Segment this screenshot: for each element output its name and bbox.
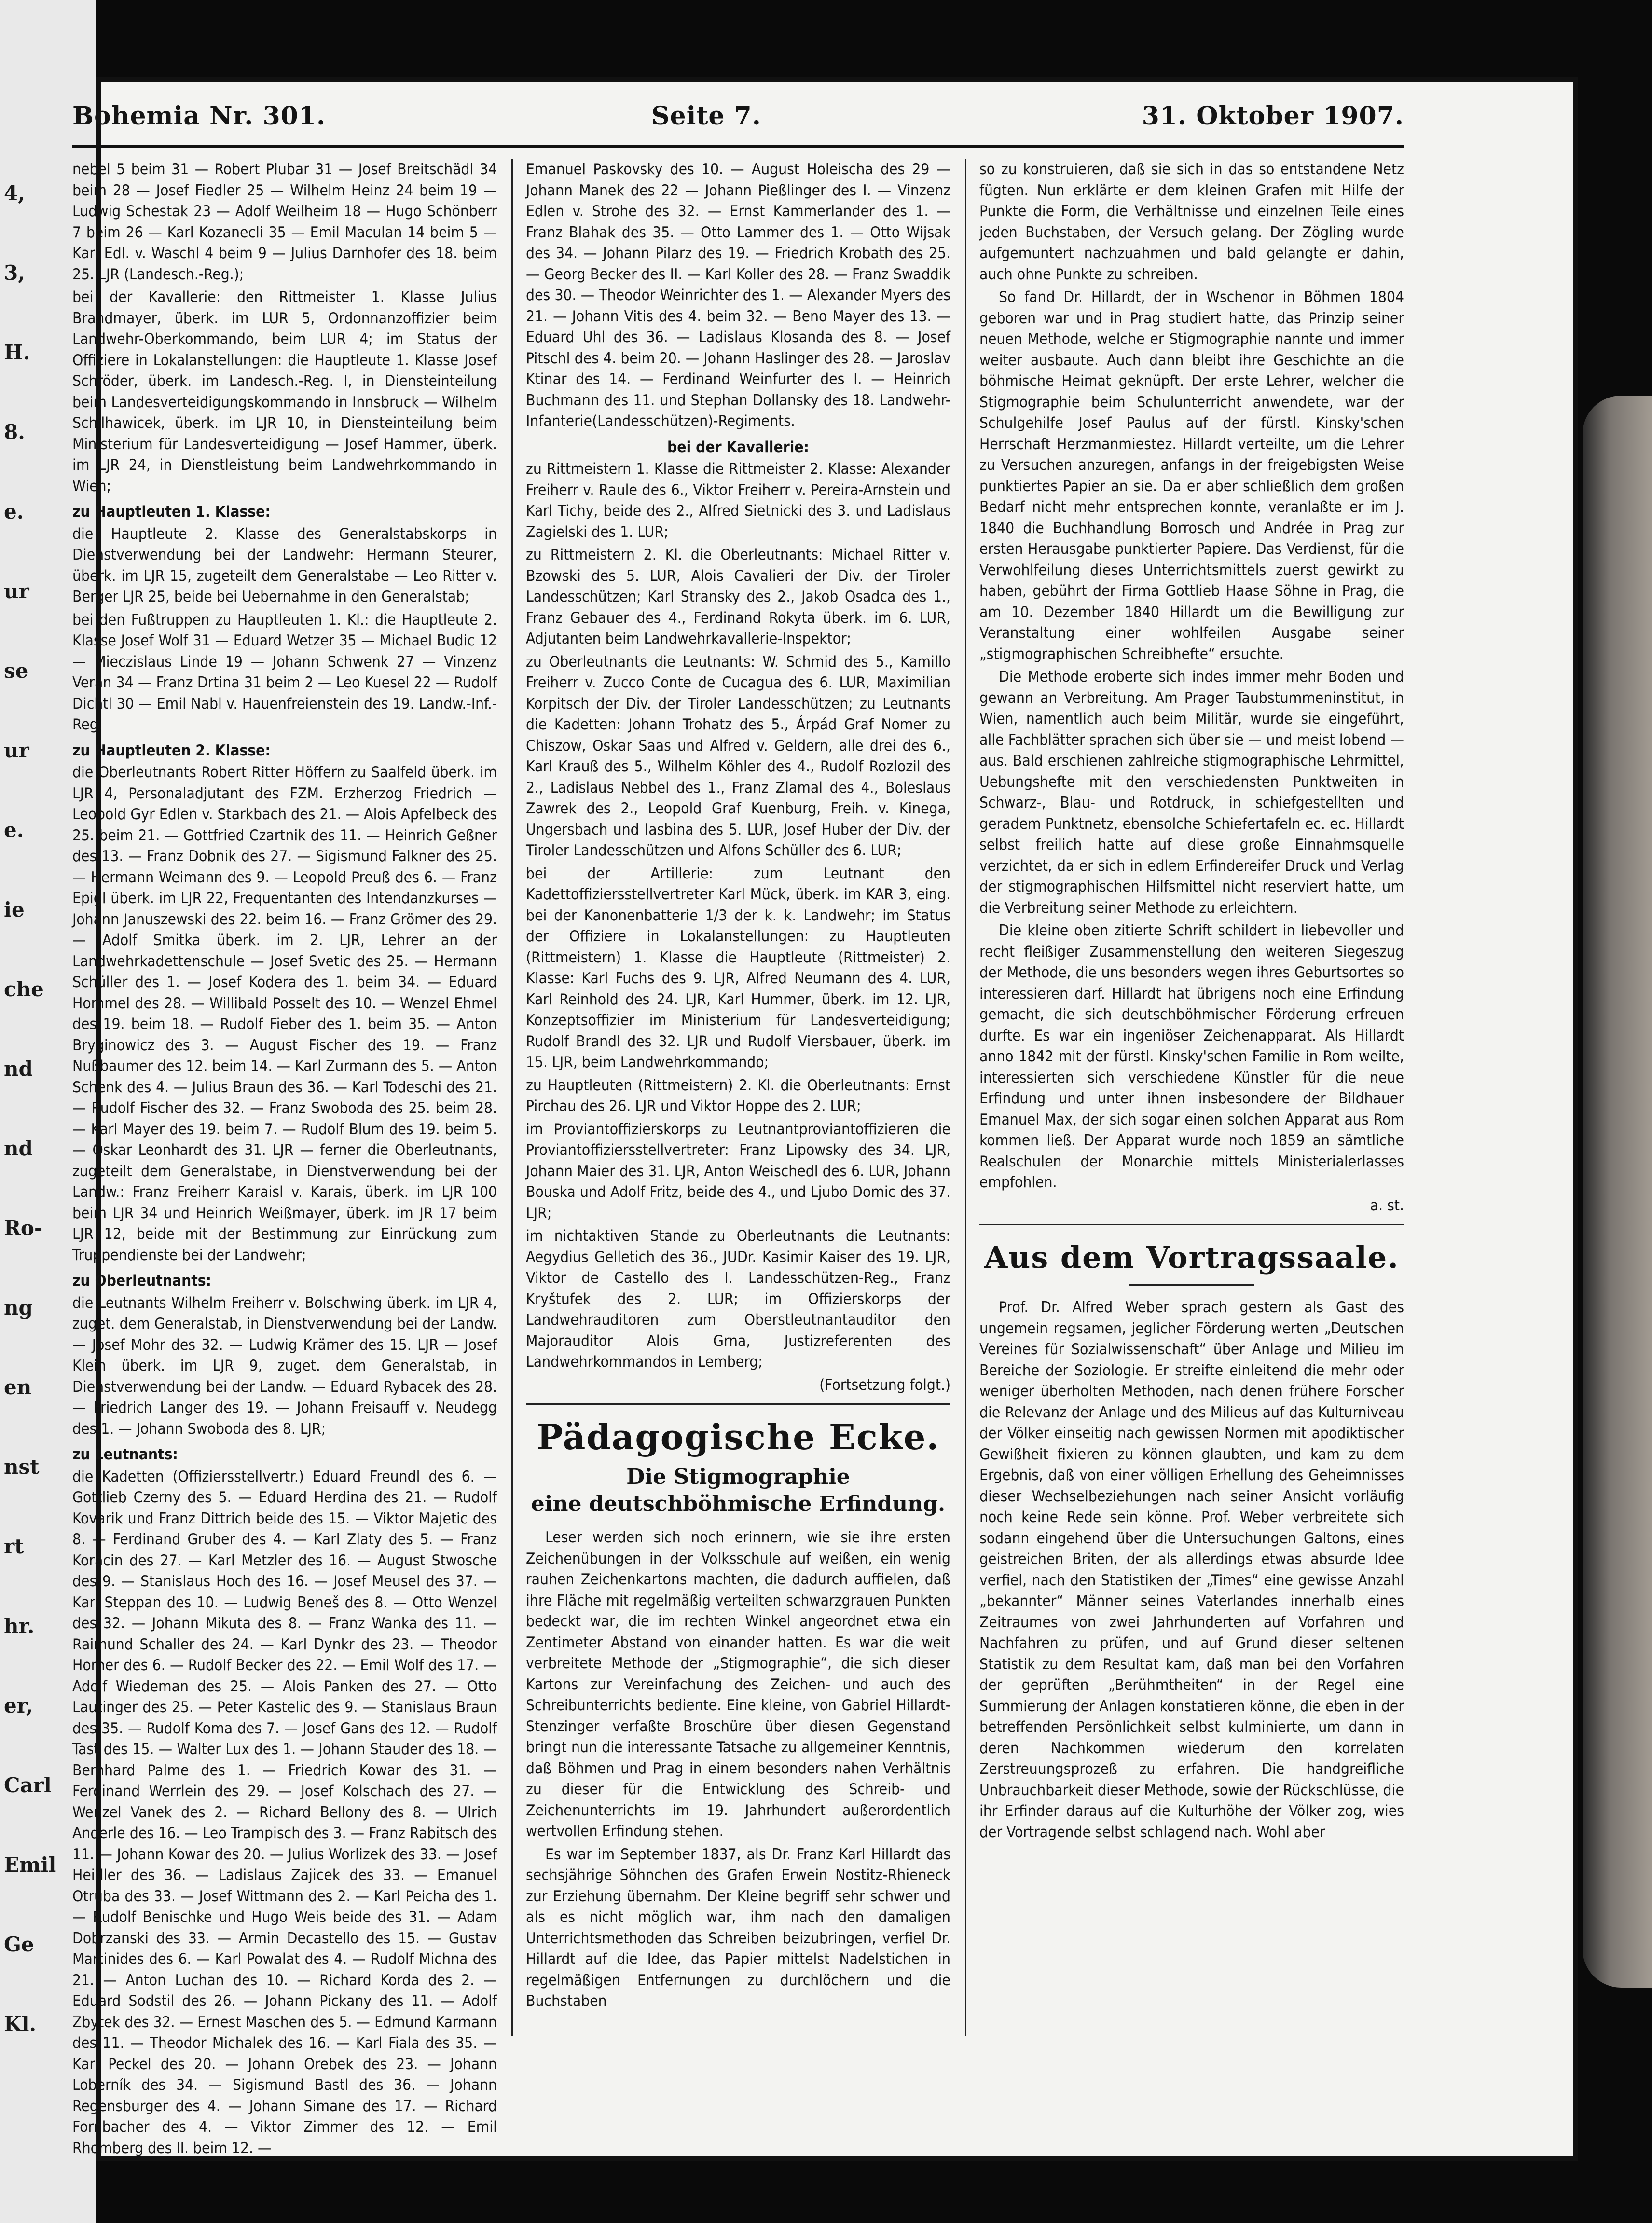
margin-fragment: e. bbox=[4, 818, 24, 842]
margin-fragment: er, bbox=[4, 1694, 33, 1717]
margin-fragment: hr. bbox=[4, 1614, 35, 1638]
header-rule bbox=[72, 145, 1404, 148]
paragraph: zu Oberleutnants die Leutnants: W. Schmid des 5., Kamillo Freiherr v. Zucco Conte de Cucagua des 6. LUR, Maximilian Korpitsch der Div. der Tiroler Landesschützen; zu Leutnants die Kadetten: Johann Trohatz des 5., Árpád Graf Nomer zu Chiszow, Oskar Saas und Alfred v. Geldern, alle drei des 6., Karl Krauß des 5., Wilhelm Köhler des 4., Rudolf Rozlozil des 2., Ladislaus Nebbel des 1., Franz Zlamal des 4., Boleslaus Zawrek des 2., Leopold Graf Kuenburg, Freih. v. Kinega, Ungersbach und Iasbina des 5. LUR, Josef Huber der Div. der Tiroler Landesschützen und Alfons Schüller des 6. LUR; bbox=[526, 653, 950, 859]
margin-fragment: Kl. bbox=[4, 2012, 37, 2036]
column-right bbox=[979, 159, 1404, 2041]
margin-fragment: 4, bbox=[4, 181, 25, 205]
continuation-note: (Fortsetzung folgt.) bbox=[819, 1376, 950, 1394]
margin-fragment: 3, bbox=[4, 261, 25, 285]
margin-fragment: Carl bbox=[4, 1773, 52, 1797]
column-middle bbox=[526, 159, 950, 2041]
paragraph: so zu konstruieren, daß sie sich in das so entstandene Netz fügten. Nun erklärte er dem kleinen Grafen mit Hilfe der Punkte die Form, die Verhältnisse und einzelnen Teile eines jeden Buchstaben, der Versuch gelang. Der Zögling wurde aufgemuntert nachzuahmen und bald gelangte er dahin, auch ohne Punkte zu schreiben. bbox=[979, 161, 1404, 283]
margin-fragment: nd bbox=[4, 1137, 33, 1160]
margin-fragment: 8. bbox=[4, 420, 25, 444]
paragraph: bei den Fußtruppen zu Hauptleuten 1. Kl.: die Hauptleute 2. Klasse Josef Wolf 31 — Eduard Wetzer 35 — Michael Budic 12 — Mieczislaus Linde 19 — Johann Schwenk 27 — Vinzenz Veran 34 — Franz Drtina 31 beim 2 — Leo Kuesel 22 — Rudolf Dichtl 30 — Emil Nabl v. Hauenfreienstein des 19. Landw.-Inf.-Reg. bbox=[72, 611, 497, 733]
subheading: zu Oberleutnants: bbox=[72, 1272, 212, 1290]
margin-fragment: Emil bbox=[4, 1853, 56, 1877]
section-title: Pädagogische Ecke. bbox=[537, 1416, 940, 1457]
margin-fragment: en bbox=[4, 1375, 32, 1399]
margin-fragment: Ro- bbox=[4, 1216, 43, 1240]
article-title-line: Die Stigmographie bbox=[626, 1465, 850, 1489]
article-paragraph: Prof. Dr. Alfred Weber sprach gestern als Gast des ungemein regsamen, jeglicher Förderung werten „Deutschen Vereines für Sozialwissenschaft“ über Anlage und Milieu im Bereiche der Soziologie. Er streifte einleitend die mehr oder weniger überholten Methoden, nach denen frühere Forscher die Relevanz der Anlage und des Milieus auf das Kulturniveau der Völker einseitig nach gewissen Normen mit apodiktischer Gewißheit fixieren zu können glaubten, und kam zu dem Ergebnis, daß von einer völligen Erhellung des Geheimnisses dieser Wechselbeziehungen nach seiner Ansicht vorläufig noch keine Rede sein könne. Prof. Weber verbreitete sich sodann eingehend über die Untersuchungen Galtons, eines geistreichen Briten, der als allerdings etwas absurde Idee verfiel, nach den Statistiken der „Times“ eine gewisse Anzahl „bekannter“ Männer seines Vaterlandes innerhalb eines Zeitraumes von zwei Jahrhunderten auf Vorfahren und Nachfahren zu prüfen, und auf Grund dieser seltenen Statistik zu dem Resultat kam, daß man bei den Vorfahren der geprüften „Berühmtheiten“ in der Regel eine Summierung der Anlagen konstatieren könne, die eben in der betreffenden Persönlichkeit selbst kulminierte, um dann in deren Nachkommen wiederum den korrelaten Zerstreuungsprozeß zu erfahren. Die handgreifliche Unbrauchbarkeit dieser Methode, sowie der Rückschlüsse, die ihr Erfinder daraus auf die Kulturhöhe der Völker zog, wies der Vortragende selbst schlagend nach. Wohl aber bbox=[979, 1299, 1404, 1841]
margin-fragment: ie bbox=[4, 898, 25, 921]
article-title-line: eine deutschböhmische Erfindung. bbox=[531, 1492, 946, 1516]
article-paragraph: Es war im September 1837, als Dr. Franz Karl Hillardt das sechsjährige Söhnchen des Grafen Erwein Nostitz-Rhieneck zur Erziehung übernahm. Der Kleine begriff sehr schwer und als es nicht möglich war, ihm nach den damaligen Unterrichtsmethoden das Schreiben beizubringen, verfiel Dr. Hillardt auf die Idee, das Papier mittelst Nadelstichen in regelmäßigen Entfernungen zu durchlöchern und die Buchstaben bbox=[526, 1845, 950, 2010]
paragraph: Emanuel Paskovsky des 10. — August Holeischa des 29 — Johann Manek des 22 — Johann Pießlinger des I. — Vinzenz Edlen v. Strohe des 32. — Ernst Kammerlander des 1. — Franz Blahak des 35. — Otto Lammer des 1. — Otto Wijsak des 34. — Johann Pilarz des 19. — Friedrich Krobath des 25. — Georg Becker des II. — Karl Koller des 28. — Franz Swaddik des 30. — Theodor Weinrichter des 1. — Alexander Myers des 21. — Johann Vitis des 4. beim 32. — Beno Mayer des 13. — Eduard Uhl des 36. — Ladislaus Klosanda des 8. — Josef Pitschl des 4. beim 20. — Johann Haslinger des 28. — Jaroslav Ktinar des 14. — Ferdinand Weinfurter des I. — Heinrich Buchmann des 11. und Stephan Dollansky des 18. Landwehr-Infanterie(Landesschützen)-Regiments. bbox=[526, 161, 950, 430]
column-rule bbox=[965, 159, 966, 2036]
margin-fragment: ur bbox=[4, 579, 29, 603]
section-title: Aus dem Vortragssaale. bbox=[984, 1240, 1399, 1275]
header-page-number: Seite 7. bbox=[651, 101, 761, 131]
margin-fragment: ng bbox=[4, 1296, 33, 1319]
subheading: zu Leutnants: bbox=[72, 1446, 178, 1463]
margin-fragment: H. bbox=[4, 341, 30, 364]
paragraph: zu Rittmeistern 1. Klasse die Rittmeister 2. Klasse: Alexander Freiherr v. Raule des 6., Viktor Freiherr v. Pereira-Arnstein und Karl Tichy, beide des 2., Alfred Sietnicki des 3. und Ladislaus Zagielski des 1. LUR; bbox=[526, 460, 950, 541]
page-header bbox=[72, 101, 1404, 145]
paragraph: im Proviantoffizierskorps zu Leutnantproviantoffizieren die Proviantoffiziersstellvertreter: Franz Lipowsky des 34. LJR, Johann Maier des 31. LJR, Anton Weischedl des 6. LUR, Johann Bouska und Adolf Fritz, beide des 4., und Ljubo Domic des 37. LJR; bbox=[526, 1120, 950, 1222]
subheading: bei der Kavallerie: bbox=[667, 438, 809, 456]
paragraph: die Leutnants Wilhelm Freiherr v. Bolschwing überk. im LJR 4, zuget. dem Generalstab, in Dienstverwendung bei der Landw. — Josef Mohr des 32. — Ludwig Krämer des 15. LJR — Josef Klein überk. im LJR 9, zuget. dem Generalstab, in Dienstverwendung bei der Landw. — Eduard Rybacek des 28. — Friedrich Langer des 19. — Johann Freisauff v. Neudegg des 1. — Johann Swoboda des 8. LJR; bbox=[72, 1294, 497, 1438]
margin-fragment: e. bbox=[4, 500, 24, 523]
paragraph: So fand Dr. Hillardt, der in Wschenor in Böhmen 1804 geboren war und in Prag studiert hatte, das Prinzip seiner neuen Methode, welche er Stigmographie nannte und immer weiter ausbaute. Auch dann bleibt ihre Geschichte an die böhmische Heimat geknüpft. Der erste Lehrer, welcher die Stigmographie beim Schulunterricht anwendete, war der Schulgehilfe Josef Paulus auf der fürstl. Kinsky'schen Herrschaft Herzmanmiestez. Hillardt verteilte, um die Lehrer zu Versuchen anzuregen, anfangs in der freigebigsten Weise punktiertes Papier an sie. Da er aber schließlich dem großen Bedarf nicht mehr entsprechen konnte, veranlaßte er im J. 1840 die Buchhandlung Borrosch und Andrée in Prag zur ersten Herausgabe punktierter Papiere. Das Verdienst, für die Verwohlfeilung dieses Unterrichtsmittels zuerst gewirkt zu haben, gebührt der Firma Gottlieb Haase Söhne in Prag, die am 10. Dezember 1840 Hillardt um die Bewilligung zur Veranstaltung einer wohlfeilen Ausgabe seiner „stigmographischen Schreibhefte“ ersuchte. bbox=[979, 288, 1404, 663]
paragraph: Die Methode eroberte sich indes immer mehr Boden und gewann an Verbreitung. Am Prager Taubstummeninstitut, in Wien, namentlich auch beim Militär, wurde sie eingeführt, alle Fachblätter sprachen sich über sie — und meist lobend — aus. Bald erschienen zahlreiche stigmographische Lehrmittel, Uebungshefte mit den verschiedensten Punktweiten in Schwarz-, Blau- und Rotdruck, in schiefgestellten und geradem Punktnetz, ebensolche Schiefertafeln ec. ec. Hillardt selbst freilich hatte auf diese große Einnahmsquelle verzichtet, da er sich in edlem Erfindereifer Druck und Verlag der stigmographischen Hilfsmittel nicht reserviert hatte, um die Verbreitung seiner Methode zu erleichtern. bbox=[979, 668, 1404, 917]
author-initials: a. st. bbox=[1370, 1196, 1404, 1214]
paragraph: zu Rittmeistern 2. Kl. die Oberleutnants: Michael Ritter v. Bzowski des 5. LUR, Alois Cavalieri der Div. der Tiroler Landesschützen; Karl Stransky des 2., Jakob Osadca des 1., Franz Gebauer des 4., Ferdinand Rokyta überk. im 6. LUR, Adjutanten beim Landwehrkavallerie-Inspektor; bbox=[526, 546, 950, 647]
subheading: zu Hauptleuten 1. Klasse: bbox=[72, 503, 271, 521]
paragraph: nebel 5 beim 31 — Robert Plubar 31 — Josef Breitschädl 34 beim 28 — Josef Fiedler 25 — Wilhelm Heinz 24 beim 19 — Ludwig Schestak 23 — Adolf Weilheim 18 — Hugo Schönberr 7 beim 26 — Karl Kozanecli 35 — Emil Maculan 14 beim 5 — Karl Edl. v. Waschl 4 beim 9 — Julius Darnhofer des 18. beim 25. LJR (Landesch.-Reg.); bbox=[72, 161, 497, 283]
paragraph: Die kleine oben zitierte Schrift schildert in liebevoller und recht fleißiger Zusammenstellung den weiteren Siegeszug der Methode, die uns besonders wegen ihres Geburtsortes so interessieren darf. Hillardt hat übrigens noch eine Erfindung gemacht, die sich deutschböhmischer Förderung erfreuen durfte. Es war ein ingeniöser Zeichenapparat. Als Hillardt anno 1842 mit der fürstl. Kinsky'schen Familie in Rom weilte, interessierten sich verschiedene Künstler für die neue Erfindung und unter ihnen insbesondere der Bildhauer Emanuel Max, der sich sogar einen solchen Apparat aus Rom kommen ließ. Der Apparat wurde noch 1859 an sämtliche Realschulen der Monarchie mittels Ministerialerlasses empfohlen. bbox=[979, 922, 1404, 1191]
binding-shadow bbox=[1583, 396, 1652, 1988]
margin-fragment: rt bbox=[4, 1535, 24, 1558]
paragraph: im nichtaktiven Stande zu Oberleutnants die Leutnants: Aegydius Gelletich des 36., JUDr. Kasimir Kaiser des 19. LJR, Viktor de Castello des I. Landesschützen-Reg., Franz Kryštufek des 2. LUR; im Offizierskorps der Landwehrauditoren zum Oberstleutnantauditor den Majorauditor Alois Grna, Justizreferenten des Landwehrkommandos in Lemberg; bbox=[526, 1227, 950, 1371]
margin-fragment: nst bbox=[4, 1455, 40, 1479]
title-underline bbox=[1129, 1284, 1254, 1286]
margin-fragment: Ge bbox=[4, 1933, 34, 1956]
margin-fragment: se bbox=[4, 659, 28, 683]
header-date: 31. Oktober 1907. bbox=[1142, 101, 1404, 131]
margin-fragment: ur bbox=[4, 739, 29, 762]
subheading: zu Hauptleuten 2. Klasse: bbox=[72, 741, 271, 759]
article-title bbox=[526, 1464, 950, 1518]
column-left bbox=[72, 159, 497, 2157]
paragraph: die Oberleutnants Robert Ritter Höffern zu Saalfeld überk. im LJR 4, Personaladjutant des FZM. Erzherzog Friedrich — Leopold Gyr Edlen v. Starkbach des 21. — Alois Apfelbeck des 25. beim 21. — Gottfried Czartnik des 11. — Heinrich Geßner des 13. — Franz Dobnik des 27. — Sigismund Falkner des 25. — Hermann Weimann des 9. — Leopold Preuß des 6. — Franz Epigl überk. im LJR 22, Frequentanten des Intendanzkurses — Johann Januszewski des 22. beim 16. — Franz Grömer des 29. — Adolf Smitka überk. im 2. LJR, Lehrer an der Landwehrkadettenschule — Josef Svetic des 25. — Hermann Schüller des 1. — Josef Kodera des 1. beim 34. — Eduard Hommel des 28. — Willibald Posselt des 10. — Wenzel Ehmel des 19. beim 18. — Rudolf Fieber des 1. beim 35. — Anton Bryginowicz des 3. — August Fischer des 19. — Franz Nußbaumer des 12. beim 14. — Karl Zurmann des 5. — Anton Schenk des 4. — Julius Braun des 36. — Karl Todeschi des 21. — Rudolf Fischer des 32. — Franz Swoboda des 25. beim 28. — Karl Mayer des 19. beim 7. — Rudolf Blum des 19. beim 5. — Oskar Leonhardt des 31. LJR — ferner die Oberleutnants, zugeteilt dem Generalstabe, in Dienstverwendung bei der Landw.: Franz Freiherr Karaisl v. Karais, überk. im LJR 100 beim LJR 34 und Heinrich Weißmayer, überk. im JR 17 beim LJR 12, beide mit der Bestimmung zur Einrückung zum Truppendienste bei der Landwehr; bbox=[72, 764, 497, 1264]
article-paragraph: Leser werden sich noch erinnern, wie sie ihre ersten Zeichenübungen in der Volksschule auf weißen, ein wenig rauhen Zeichenkartons machten, die dadurch auffielen, daß ihre Fläche mit regelmäßig verteilten schwarzgrauen Punkten bedeckt war, die im rechten Winkel angeordnet etwa ein Zentimeter Abstand von einander hatten. Es war die weit verbreitete Methode der „Stigmographie“, die sich dieser Kartons zur Vereinfachung des Zeichen- und auch des Schreibunterrichts bediente. Eine kleine, von Gabriel Hillardt-Stenzinger verfaßte Broschüre über diesen Gegenstand bringt nun die interessante Tatsache zu allgemeiner Kenntnis, daß Böhmen und Prag in einem besonders nahen Verhältnis zu dieser für die Entwicklung des Schreib- und Zeichenunterrichts im 19. Jahrhundert außerordentlich wertvollen Erfindung stehen. bbox=[526, 1529, 950, 1840]
section-rule bbox=[526, 1403, 950, 1405]
header-masthead: Bohemia Nr. 301. bbox=[72, 101, 326, 131]
paragraph: zu Hauptleuten (Rittmeistern) 2. Kl. die Oberleutnants: Ernst Pirchau des 26. LJR und Viktor Hoppe des 2. LUR; bbox=[526, 1076, 950, 1115]
paragraph: bei der Artillerie: zum Leutnant den Kadettoffiziersstellvertreter Karl Mück, überk. im KAR 3, eing. bei der Kanonenbatterie 1/3 der k. k. Landwehr; im Status der Offiziere in Lokalanstellungen: zu Hauptleuten (Rittmeistern) 1. Klasse die Hauptleute (Rittmeister) 2. Klasse: Karl Fuchs des 9. LJR, Alfred Neumann des 4. LUR, Karl Reinhold des 24. LJR, Karl Hummer, überk. im 12. LJR, Konzeptsoffizier im Ministerium für Landesverteidigung; Rudolf Brandl des 32. LJR und Rudolf Viersbauer, überk. im 15. LJR, beim Landwehrkommando; bbox=[526, 864, 950, 1071]
paragraph: die Kadetten (Offiziersstellvertr.) Eduard Freundl des 6. — Gottlieb Czerny des 5. — Eduard Herdina des 21. — Rudolf Kovarik und Franz Dittrich beide des 15. — Viktor Majetic des 8. — Ferdinand Gruber des 4. — Karl Zlaty des 5. — Franz Koracin des 27. — Karl Metzler des 16. — August Stwosche des 9. — Stanislaus Hoch des 16. — Josef Meusel des 37. — Karl Steppan des 10. — Ludwig Beneš des 8. — Otto Wenzel des 32. — Johann Mikuta des 8. — Franz Wanka des 11. — Raimund Schaller des 24. — Karl Dynkr des 23. — Theodor Horner des 6. — Rudolf Becker des 22. — Emil Wolf des 17. — Adolf Wiedeman des 25. — Alois Panken des 27. — Otto Lautinger des 25. — Peter Kastelic des 9. — Stanislaus Braun des 35. — Rudolf Koma des 7. — Josef Gans des 12. — Rudolf Tast des 15. — Walter Lux des 1. — Johann Stauder des 18. — Bernhard Palme des 1. — Friedrich Kowar des 31. — Ferdinand Werrlein des 29. — Josef Kolschach des 27. — Wenzel Vanek des 2. — Richard Bellony des 8. — Ulrich Anderle des 16. — Leo Trampisch des 3. — Franz Rabitsch des 11. — Johann Kowar des 20. — Julius Worlizek des 33. — Josef Heidler des 36. — Ladislaus Zajicek des 33. — Emanuel Otruba des 33. — Josef Wittmann des 2. — Karl Peicha des 1. — Rudolf Benischke und Hugo Weis beide des 31. — Adam Dobrzanski des 33. — Armin Decastello des 15. — Gustav Martinides des 6. — Karl Powalat des 4. — Rudolf Michna des 21. — Anton Luchan des 10. — Richard Korda des 2. — Eduard Sodstil des 26. — Johann Pickany des 11. — Adolf Zbytek des 32. — Ernest Maschen des 5. — Edmund Karmann des 11. — Theodor Michalek des 16. — Karl Fiala des 35. — Karl Peckel des 20. — Johann Orebek des 23. — Johann Loberník des 34. — Sigismund Bastl des 36. — Johann Regensburger des 4. — Johann Simane des 17. — Richard Fornbacher des 4. — Viktor Zimmer des 12. — Emil Rhomberg des II. beim 12. — bbox=[72, 1468, 497, 2157]
margin-fragment: nd bbox=[4, 1057, 33, 1081]
section-rule bbox=[979, 1224, 1404, 1225]
paragraph: die Hauptleute 2. Klasse des Generalstabskorps in Dienstverwendung bei der Landwehr: Hermann Steurer, überk. im LJR 15, zugeteilt dem Generalstabe — Leo Ritter v. Berger LJR 25, beide bei Uebernahme in den Generalstab; bbox=[72, 525, 497, 605]
paragraph: bei der Kavallerie: den Rittmeister 1. Klasse Julius Brandmayer, überk. im LUR 5, Ordonnanzoffizier beim Landwehr-Oberkommando, beim LUR 4; im Status der Offiziere in Lokalanstellungen: die Hauptleute 1. Klasse Josef Schröder, überk. im Landesch.-Reg. I, in Diensteinteilung beim Landesverteidigungskommando in Innsbruck — Wilhelm Schilhawicek, überk. im LJR 10, in Diensteinteilung beim Ministerium für Landesverteidigung — Josef Hammer, überk. im LJR 24, in Dienstleistung beim Landwehrkommando in Wien; bbox=[72, 288, 497, 495]
column-rule bbox=[511, 159, 513, 2036]
margin-fragment: che bbox=[4, 977, 44, 1001]
